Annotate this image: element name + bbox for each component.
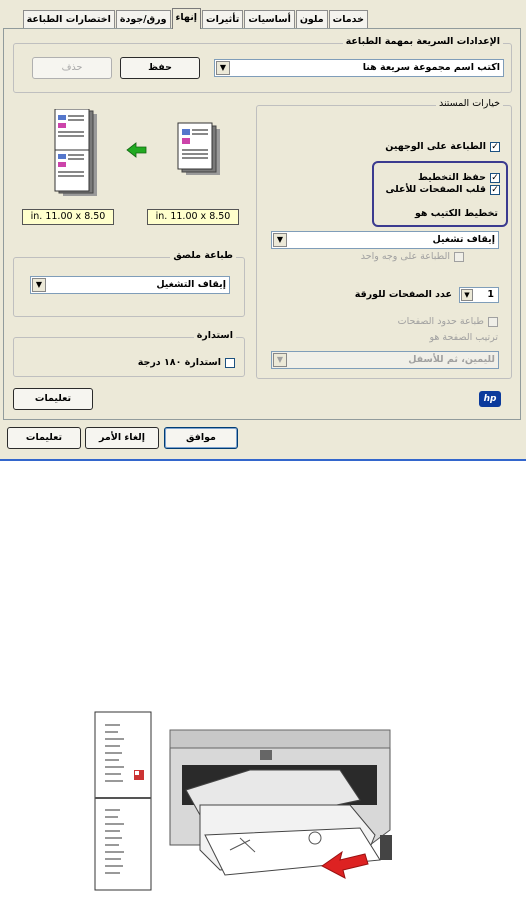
tab-strip <box>3 8 368 28</box>
input-size-label: in. 11.00 x 8.50 <box>147 209 239 225</box>
single-side-checkbox[interactable] <box>454 252 464 262</box>
finishing-panel <box>3 28 521 420</box>
tab-printing-shortcuts[interactable]: اختصارات الطباعة <box>23 10 115 28</box>
duplex-preview-graphic <box>44 109 254 219</box>
chevron-down-icon[interactable]: ▼ <box>273 233 287 247</box>
pages-per-sheet-value: 1 <box>487 289 494 300</box>
quick-set-value: اكتب اسم مجموعة سريعة هنا <box>362 62 500 73</box>
page-borders-label: طباعة حدود الصفحات <box>397 316 484 327</box>
duplex-printing-illustration <box>90 710 400 896</box>
tab-finishing[interactable]: إنهاء <box>172 8 202 29</box>
duplex-label: الطباعة على الوجهين <box>385 141 486 152</box>
page-borders-checkbox-row[interactable] <box>398 316 498 327</box>
quick-sets-group <box>13 36 512 93</box>
divider <box>0 459 526 461</box>
booklet-layout-combo[interactable] <box>271 231 499 249</box>
pages-per-sheet-label: عدد الصفحات للورقة <box>354 289 452 300</box>
preserve-layout-checkbox-row[interactable] <box>418 172 500 183</box>
tab-services[interactable]: خدمات <box>329 10 368 28</box>
pages-per-sheet-combo[interactable] <box>459 287 499 303</box>
duplex-checkbox-row[interactable] <box>385 141 500 152</box>
output-size-label: in. 11.00 x 8.50 <box>22 209 114 225</box>
flip-pages-up-checkbox[interactable]: ✓ <box>491 184 499 195</box>
printer-illustration <box>170 730 392 875</box>
booklet-layout-value: إيقاف تشغيل <box>432 234 495 245</box>
poster-printing-combo[interactable] <box>30 276 230 294</box>
rotate-180-checkbox-row[interactable] <box>138 357 235 368</box>
quick-sets-legend: الإعدادات السريعة بمهمة الطباعة <box>343 36 503 47</box>
preserve-layout-label: حفظ التخطيط <box>417 172 486 183</box>
flip-pages-up-checkbox-row[interactable] <box>385 184 500 195</box>
page-order-combo[interactable] <box>271 351 499 369</box>
tab-paper-quality[interactable]: ورق/جودة <box>116 10 171 28</box>
chevron-down-icon[interactable]: ▼ <box>461 289 473 301</box>
tab-effects[interactable]: تأثيرات <box>202 10 243 28</box>
tab-basics[interactable]: أساسيات <box>244 10 295 28</box>
page-order-value: لليمين، ثم للأسفل <box>408 354 495 365</box>
chevron-down-icon[interactable]: ▼ <box>32 278 46 292</box>
document-pages-icon <box>178 123 220 175</box>
cancel-button[interactable]: إلغاء الأمر <box>85 427 159 449</box>
chevron-down-icon[interactable]: ▼ <box>216 61 230 75</box>
single-side-checkbox-row[interactable] <box>361 251 464 262</box>
delete-button[interactable]: حذف <box>32 57 112 79</box>
page-borders-checkbox[interactable] <box>488 317 498 327</box>
single-side-label: الطباعة على وجه واحد <box>360 251 450 262</box>
booklet-layout-label: تخطيط الكتيب هو <box>414 208 498 219</box>
help-button[interactable]: تعليمات <box>7 427 81 449</box>
green-arrow-icon <box>127 143 146 157</box>
poster-printing-legend: طباعة ملصق <box>170 250 236 261</box>
page-order-label: ترتيب الصفحة هو <box>429 332 498 343</box>
poster-printing-value: إيقاف التشغيل <box>156 279 226 290</box>
panel-help-button[interactable]: تعليمات <box>13 388 93 410</box>
rotate-180-checkbox[interactable] <box>225 358 235 368</box>
save-button[interactable]: حفظ <box>120 57 200 79</box>
document-options-legend: خيارات المستند <box>436 98 503 109</box>
duplex-checkbox[interactable]: ✓ <box>491 141 499 152</box>
ok-button[interactable]: موافق <box>164 427 238 449</box>
quick-set-combo[interactable] <box>214 59 504 77</box>
preserve-layout-checkbox[interactable]: ✓ <box>491 172 499 183</box>
booklet-page-illustration <box>95 712 151 890</box>
tab-color[interactable]: ملون <box>296 10 328 28</box>
rotate-legend: استدارة <box>194 330 236 341</box>
chevron-down-icon[interactable]: ▼ <box>273 353 287 367</box>
booklet-pages-icon <box>55 109 97 196</box>
poster-printing-group <box>13 250 245 317</box>
rotate-180-label: استدارة ١٨٠ درجة <box>137 357 221 368</box>
hp-logo: hp <box>479 391 501 407</box>
flip-pages-up-label: قلب الصفحات للأعلى <box>385 184 486 195</box>
